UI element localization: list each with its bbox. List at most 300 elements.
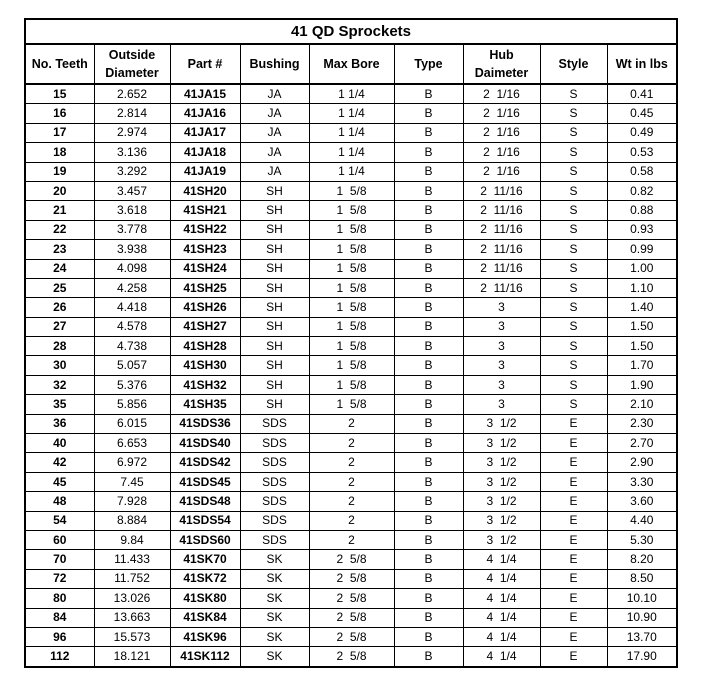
cell-weight: 0.93 — [607, 220, 677, 239]
cell-weight: 0.49 — [607, 123, 677, 142]
cell-style: S — [540, 337, 607, 356]
cell-no-teeth: 36 — [25, 414, 94, 433]
cell-max-bore: 2 — [309, 492, 394, 511]
cell-style: E — [540, 472, 607, 491]
cell-type: B — [394, 530, 463, 549]
sprockets-table — [24, 18, 678, 668]
cell-bushing: SDS — [240, 453, 309, 472]
cell-style: E — [540, 647, 607, 667]
cell-part-number: 41SH27 — [170, 317, 240, 336]
cell-weight: 5.30 — [607, 530, 677, 549]
cell-style: E — [540, 627, 607, 646]
cell-style: S — [540, 259, 607, 278]
cell-outside-diameter: 11.752 — [94, 569, 170, 588]
table-row — [25, 569, 677, 588]
cell-max-bore: 2 — [309, 414, 394, 433]
cell-no-teeth: 26 — [25, 298, 94, 317]
table-row — [25, 201, 677, 220]
cell-part-number: 41SH26 — [170, 298, 240, 317]
cell-outside-diameter: 3.457 — [94, 181, 170, 200]
cell-bushing: SH — [240, 298, 309, 317]
cell-part-number: 41SH32 — [170, 375, 240, 394]
cell-max-bore: 2 — [309, 530, 394, 549]
table-row — [25, 220, 677, 239]
cell-max-bore: 1 1/4 — [309, 104, 394, 123]
cell-type: B — [394, 472, 463, 491]
cell-weight: 3.30 — [607, 472, 677, 491]
cell-bushing: SDS — [240, 492, 309, 511]
cell-part-number: 41SH24 — [170, 259, 240, 278]
cell-type: B — [394, 395, 463, 414]
cell-outside-diameter: 18.121 — [94, 647, 170, 667]
cell-weight: 10.10 — [607, 589, 677, 608]
cell-part-number: 41SH28 — [170, 337, 240, 356]
cell-style: E — [540, 608, 607, 627]
cell-no-teeth: 30 — [25, 356, 94, 375]
cell-outside-diameter: 13.026 — [94, 589, 170, 608]
cell-bushing: JA — [240, 123, 309, 142]
cell-bushing: SH — [240, 240, 309, 259]
cell-part-number: 41JA15 — [170, 84, 240, 104]
cell-outside-diameter: 9.84 — [94, 530, 170, 549]
table-body — [25, 84, 677, 667]
cell-type: B — [394, 608, 463, 627]
cell-max-bore: 1 1/4 — [309, 143, 394, 162]
cell-bushing: SK — [240, 627, 309, 646]
cell-weight: 0.53 — [607, 143, 677, 162]
cell-part-number: 41JA16 — [170, 104, 240, 123]
cell-type: B — [394, 84, 463, 104]
cell-max-bore: 2 5/8 — [309, 569, 394, 588]
table-row — [25, 162, 677, 181]
cell-hub-diameter: 4 1/4 — [463, 589, 540, 608]
table-row — [25, 240, 677, 259]
cell-style: S — [540, 201, 607, 220]
cell-hub-diameter: 3 — [463, 317, 540, 336]
cell-style: S — [540, 240, 607, 259]
cell-no-teeth: 19 — [25, 162, 94, 181]
cell-hub-diameter: 2 1/16 — [463, 84, 540, 104]
cell-outside-diameter: 7.928 — [94, 492, 170, 511]
cell-no-teeth: 16 — [25, 104, 94, 123]
cell-style: E — [540, 530, 607, 549]
cell-no-teeth: 21 — [25, 201, 94, 220]
cell-outside-diameter: 2.814 — [94, 104, 170, 123]
header-type: Type — [394, 44, 463, 84]
cell-no-teeth: 72 — [25, 569, 94, 588]
cell-style: S — [540, 104, 607, 123]
cell-weight: 13.70 — [607, 627, 677, 646]
cell-part-number: 41JA17 — [170, 123, 240, 142]
cell-part-number: 41SK70 — [170, 550, 240, 569]
cell-type: B — [394, 511, 463, 530]
cell-max-bore: 1 5/8 — [309, 259, 394, 278]
cell-hub-diameter: 2 11/16 — [463, 240, 540, 259]
cell-weight: 2.70 — [607, 434, 677, 453]
cell-part-number: 41SH21 — [170, 201, 240, 220]
cell-no-teeth: 54 — [25, 511, 94, 530]
cell-max-bore: 2 — [309, 511, 394, 530]
cell-part-number: 41SDS48 — [170, 492, 240, 511]
cell-bushing: SK — [240, 608, 309, 627]
cell-no-teeth: 40 — [25, 434, 94, 453]
cell-type: B — [394, 143, 463, 162]
cell-style: S — [540, 84, 607, 104]
cell-part-number: 41SDS45 — [170, 472, 240, 491]
cell-part-number: 41SH25 — [170, 278, 240, 297]
table-row — [25, 492, 677, 511]
cell-part-number: 41SH35 — [170, 395, 240, 414]
cell-hub-diameter: 3 1/2 — [463, 511, 540, 530]
table-row — [25, 627, 677, 646]
cell-hub-diameter: 4 1/4 — [463, 627, 540, 646]
cell-max-bore: 1 5/8 — [309, 181, 394, 200]
cell-style: S — [540, 317, 607, 336]
cell-max-bore: 1 5/8 — [309, 240, 394, 259]
cell-bushing: SDS — [240, 434, 309, 453]
cell-type: B — [394, 162, 463, 181]
cell-type: B — [394, 569, 463, 588]
cell-no-teeth: 22 — [25, 220, 94, 239]
cell-part-number: 41SK72 — [170, 569, 240, 588]
table-row — [25, 259, 677, 278]
cell-weight: 1.00 — [607, 259, 677, 278]
cell-part-number: 41SH30 — [170, 356, 240, 375]
cell-weight: 0.99 — [607, 240, 677, 259]
cell-bushing: SDS — [240, 511, 309, 530]
cell-hub-diameter: 3 1/2 — [463, 414, 540, 433]
cell-hub-diameter: 4 1/4 — [463, 550, 540, 569]
header-bushing: Bushing — [240, 44, 309, 84]
cell-part-number: 41SH23 — [170, 240, 240, 259]
cell-part-number: 41SDS36 — [170, 414, 240, 433]
header-hub-diameter: Hub Daimeter — [463, 44, 540, 84]
cell-weight: 3.60 — [607, 492, 677, 511]
cell-no-teeth: 96 — [25, 627, 94, 646]
cell-style: S — [540, 375, 607, 394]
cell-outside-diameter: 7.45 — [94, 472, 170, 491]
cell-weight: 8.50 — [607, 569, 677, 588]
cell-no-teeth: 48 — [25, 492, 94, 511]
cell-style: E — [540, 569, 607, 588]
cell-style: S — [540, 181, 607, 200]
table-row — [25, 472, 677, 491]
cell-weight: 0.58 — [607, 162, 677, 181]
cell-type: B — [394, 356, 463, 375]
cell-outside-diameter: 2.974 — [94, 123, 170, 142]
cell-max-bore: 1 5/8 — [309, 201, 394, 220]
header-outside-diameter: Outside Diameter — [94, 44, 170, 84]
cell-part-number: 41SH22 — [170, 220, 240, 239]
cell-max-bore: 2 — [309, 453, 394, 472]
cell-type: B — [394, 259, 463, 278]
cell-hub-diameter: 4 1/4 — [463, 647, 540, 667]
cell-style: E — [540, 492, 607, 511]
cell-hub-diameter: 2 11/16 — [463, 259, 540, 278]
cell-weight: 0.41 — [607, 84, 677, 104]
table-row — [25, 395, 677, 414]
cell-no-teeth: 42 — [25, 453, 94, 472]
cell-style: S — [540, 356, 607, 375]
cell-max-bore: 1 1/4 — [309, 162, 394, 181]
header-row — [25, 44, 677, 84]
cell-hub-diameter: 3 — [463, 337, 540, 356]
cell-no-teeth: 20 — [25, 181, 94, 200]
cell-no-teeth: 27 — [25, 317, 94, 336]
table-row — [25, 414, 677, 433]
cell-weight: 1.50 — [607, 337, 677, 356]
cell-style: E — [540, 589, 607, 608]
table-row — [25, 123, 677, 142]
cell-bushing: SH — [240, 259, 309, 278]
cell-outside-diameter: 3.778 — [94, 220, 170, 239]
table-row — [25, 530, 677, 549]
cell-style: S — [540, 395, 607, 414]
cell-no-teeth: 17 — [25, 123, 94, 142]
table-row — [25, 278, 677, 297]
cell-bushing: SH — [240, 375, 309, 394]
cell-outside-diameter: 4.258 — [94, 278, 170, 297]
cell-outside-diameter: 6.653 — [94, 434, 170, 453]
cell-style: E — [540, 453, 607, 472]
table-title: 41 QD Sprockets — [25, 19, 677, 44]
cell-outside-diameter: 15.573 — [94, 627, 170, 646]
cell-outside-diameter: 6.015 — [94, 414, 170, 433]
table-row — [25, 375, 677, 394]
cell-weight: 0.88 — [607, 201, 677, 220]
cell-no-teeth: 84 — [25, 608, 94, 627]
cell-style: E — [540, 550, 607, 569]
cell-weight: 2.30 — [607, 414, 677, 433]
cell-bushing: SK — [240, 550, 309, 569]
table-row — [25, 511, 677, 530]
cell-type: B — [394, 181, 463, 200]
cell-style: E — [540, 511, 607, 530]
table-row — [25, 181, 677, 200]
cell-part-number: 41SDS40 — [170, 434, 240, 453]
cell-max-bore: 1 5/8 — [309, 375, 394, 394]
cell-hub-diameter: 3 — [463, 375, 540, 394]
cell-bushing: SK — [240, 589, 309, 608]
cell-weight: 4.40 — [607, 511, 677, 530]
cell-bushing: JA — [240, 143, 309, 162]
cell-type: B — [394, 337, 463, 356]
table-row — [25, 104, 677, 123]
cell-weight: 1.10 — [607, 278, 677, 297]
cell-type: B — [394, 375, 463, 394]
cell-type: B — [394, 453, 463, 472]
table-row — [25, 550, 677, 569]
cell-outside-diameter: 4.738 — [94, 337, 170, 356]
cell-max-bore: 2 5/8 — [309, 589, 394, 608]
table-row — [25, 453, 677, 472]
cell-max-bore: 1 5/8 — [309, 278, 394, 297]
cell-type: B — [394, 434, 463, 453]
cell-part-number: 41SDS60 — [170, 530, 240, 549]
cell-bushing: SH — [240, 220, 309, 239]
cell-type: B — [394, 317, 463, 336]
cell-weight: 0.82 — [607, 181, 677, 200]
cell-weight: 1.70 — [607, 356, 677, 375]
cell-type: B — [394, 123, 463, 142]
cell-part-number: 41SDS54 — [170, 511, 240, 530]
table-row — [25, 143, 677, 162]
cell-type: B — [394, 240, 463, 259]
cell-max-bore: 1 5/8 — [309, 220, 394, 239]
cell-weight: 10.90 — [607, 608, 677, 627]
cell-type: B — [394, 104, 463, 123]
cell-bushing: SH — [240, 356, 309, 375]
cell-bushing: SH — [240, 278, 309, 297]
cell-type: B — [394, 278, 463, 297]
cell-weight: 2.90 — [607, 453, 677, 472]
table-row — [25, 298, 677, 317]
cell-outside-diameter: 3.292 — [94, 162, 170, 181]
cell-style: S — [540, 143, 607, 162]
cell-outside-diameter: 13.663 — [94, 608, 170, 627]
cell-max-bore: 2 — [309, 434, 394, 453]
cell-no-teeth: 24 — [25, 259, 94, 278]
cell-no-teeth: 25 — [25, 278, 94, 297]
cell-outside-diameter: 3.618 — [94, 201, 170, 220]
cell-max-bore: 1 5/8 — [309, 298, 394, 317]
cell-type: B — [394, 589, 463, 608]
cell-no-teeth: 45 — [25, 472, 94, 491]
cell-max-bore: 2 — [309, 472, 394, 491]
cell-max-bore: 1 5/8 — [309, 356, 394, 375]
header-no-teeth: No. Teeth — [25, 44, 94, 84]
table-row — [25, 356, 677, 375]
cell-no-teeth: 28 — [25, 337, 94, 356]
cell-part-number: 41SK112 — [170, 647, 240, 667]
cell-style: S — [540, 162, 607, 181]
cell-type: B — [394, 220, 463, 239]
cell-max-bore: 1 5/8 — [309, 337, 394, 356]
cell-max-bore: 2 5/8 — [309, 550, 394, 569]
cell-type: B — [394, 201, 463, 220]
cell-bushing: SH — [240, 337, 309, 356]
cell-hub-diameter: 2 11/16 — [463, 220, 540, 239]
cell-bushing: SDS — [240, 530, 309, 549]
cell-part-number: 41SH20 — [170, 181, 240, 200]
title-row — [25, 19, 677, 44]
cell-style: S — [540, 298, 607, 317]
cell-type: B — [394, 647, 463, 667]
cell-part-number: 41JA19 — [170, 162, 240, 181]
cell-hub-diameter: 3 1/2 — [463, 472, 540, 491]
cell-part-number: 41JA18 — [170, 143, 240, 162]
cell-hub-diameter: 4 1/4 — [463, 608, 540, 627]
cell-outside-diameter: 4.098 — [94, 259, 170, 278]
cell-type: B — [394, 550, 463, 569]
cell-hub-diameter: 2 11/16 — [463, 201, 540, 220]
cell-hub-diameter: 2 11/16 — [463, 278, 540, 297]
cell-part-number: 41SK84 — [170, 608, 240, 627]
cell-part-number: 41SK80 — [170, 589, 240, 608]
cell-hub-diameter: 3 1/2 — [463, 434, 540, 453]
cell-type: B — [394, 492, 463, 511]
header-style: Style — [540, 44, 607, 84]
cell-weight: 1.90 — [607, 375, 677, 394]
cell-hub-diameter: 2 1/16 — [463, 104, 540, 123]
table-row — [25, 647, 677, 667]
cell-type: B — [394, 627, 463, 646]
cell-bushing: SDS — [240, 414, 309, 433]
cell-no-teeth: 35 — [25, 395, 94, 414]
cell-max-bore: 2 5/8 — [309, 608, 394, 627]
cell-hub-diameter: 4 1/4 — [463, 569, 540, 588]
cell-part-number: 41SK96 — [170, 627, 240, 646]
table-row — [25, 608, 677, 627]
cell-bushing: SH — [240, 395, 309, 414]
cell-no-teeth: 23 — [25, 240, 94, 259]
cell-weight: 2.10 — [607, 395, 677, 414]
cell-no-teeth: 18 — [25, 143, 94, 162]
cell-bushing: SDS — [240, 472, 309, 491]
cell-outside-diameter: 4.418 — [94, 298, 170, 317]
cell-outside-diameter: 11.433 — [94, 550, 170, 569]
cell-hub-diameter: 3 1/2 — [463, 492, 540, 511]
cell-type: B — [394, 298, 463, 317]
cell-outside-diameter: 4.578 — [94, 317, 170, 336]
cell-no-teeth: 15 — [25, 84, 94, 104]
cell-max-bore: 2 5/8 — [309, 627, 394, 646]
cell-hub-diameter: 2 1/16 — [463, 123, 540, 142]
cell-bushing: SK — [240, 647, 309, 667]
cell-bushing: JA — [240, 162, 309, 181]
cell-outside-diameter: 5.057 — [94, 356, 170, 375]
cell-weight: 8.20 — [607, 550, 677, 569]
cell-outside-diameter: 3.136 — [94, 143, 170, 162]
cell-hub-diameter: 2 1/16 — [463, 162, 540, 181]
cell-max-bore: 2 5/8 — [309, 647, 394, 667]
cell-max-bore: 1 1/4 — [309, 84, 394, 104]
cell-style: S — [540, 278, 607, 297]
cell-max-bore: 1 1/4 — [309, 123, 394, 142]
cell-part-number: 41SDS42 — [170, 453, 240, 472]
cell-no-teeth: 112 — [25, 647, 94, 667]
table-row — [25, 317, 677, 336]
cell-type: B — [394, 414, 463, 433]
cell-bushing: SH — [240, 201, 309, 220]
cell-no-teeth: 80 — [25, 589, 94, 608]
cell-outside-diameter: 2.652 — [94, 84, 170, 104]
cell-outside-diameter: 6.972 — [94, 453, 170, 472]
cell-no-teeth: 70 — [25, 550, 94, 569]
cell-bushing: JA — [240, 84, 309, 104]
table-row — [25, 337, 677, 356]
header-max-bore: Max Bore — [309, 44, 394, 84]
cell-style: E — [540, 414, 607, 433]
cell-style: S — [540, 123, 607, 142]
cell-weight: 1.50 — [607, 317, 677, 336]
table-row — [25, 589, 677, 608]
cell-max-bore: 1 5/8 — [309, 395, 394, 414]
cell-no-teeth: 32 — [25, 375, 94, 394]
cell-bushing: JA — [240, 104, 309, 123]
header-part-number: Part # — [170, 44, 240, 84]
cell-bushing: SH — [240, 317, 309, 336]
cell-bushing: SH — [240, 181, 309, 200]
cell-hub-diameter: 3 — [463, 395, 540, 414]
cell-hub-diameter: 3 1/2 — [463, 453, 540, 472]
cell-style: E — [540, 434, 607, 453]
cell-hub-diameter: 3 — [463, 356, 540, 375]
header-weight: Wt in lbs — [607, 44, 677, 84]
cell-no-teeth: 60 — [25, 530, 94, 549]
cell-style: S — [540, 220, 607, 239]
cell-weight: 0.45 — [607, 104, 677, 123]
